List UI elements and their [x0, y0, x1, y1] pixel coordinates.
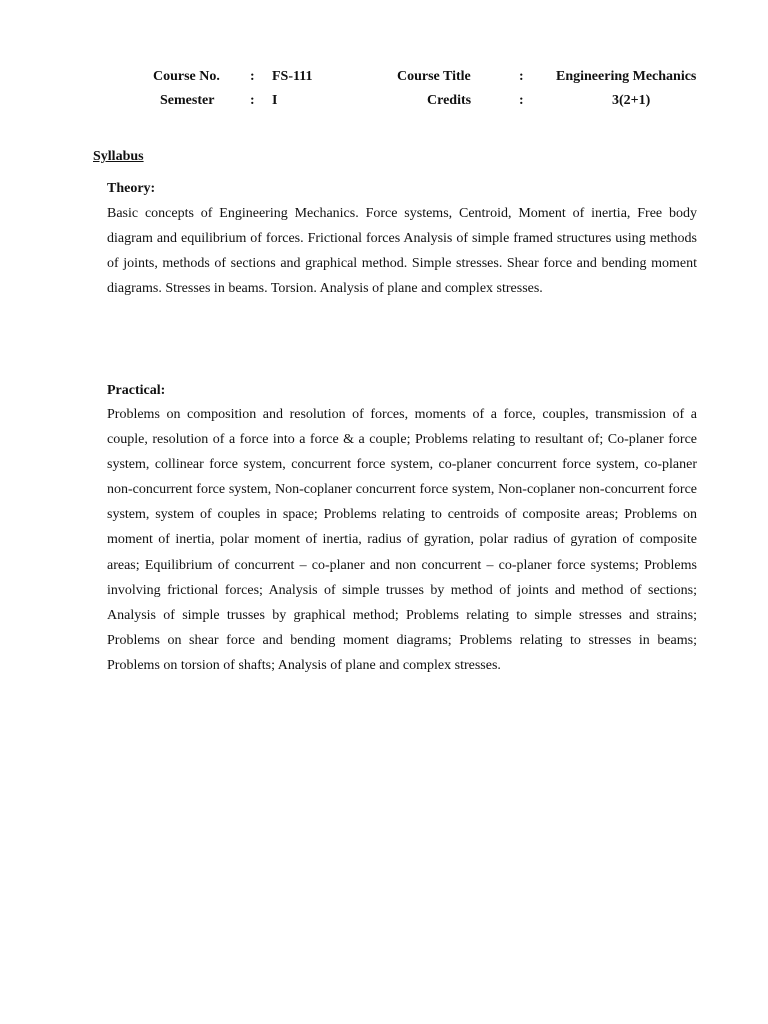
semester-value: I [272, 93, 278, 108]
syllabus-heading: Syllabus [93, 149, 144, 164]
theory-title: Theory: [107, 181, 156, 196]
course-title-colon: : [519, 69, 524, 84]
course-no-label: Course No. [153, 69, 220, 84]
practical-title: Practical: [107, 383, 166, 398]
theory-text: Basic concepts of Engineering Mechanics. Force systems, Centroid, Moment of inertia, Free body diagram and equilibrium of forces. Frictional forces Analysis of simple framed structures using methods of joints, methods of sections and graphical method. Simple stresses. Shear force and bending moment diagrams. Stresses in beams. Torsion. Analysis of plane and complex stresses. [107, 206, 697, 297]
semester-label: Semester [160, 93, 215, 108]
credits-label: Credits [427, 93, 472, 108]
credits-colon: : [519, 93, 524, 108]
course-no-value: FS-111 [272, 69, 313, 84]
course-title-value: Engineering Mechanics [556, 69, 697, 84]
course-title-label: Course Title [397, 69, 471, 84]
course-no-colon: : [250, 69, 255, 84]
practical-text: Problems on composition and resolution of forces, moments of a force, couples, transmission of a couple, resolution of a force into a force & a couple; Problems relating to resultant of; Co-planer force system, collinear force system, concurrent force system, co-planer concurrent force system, co-planer non-concurrent force system, Non-coplaner concurrent force system, Non-coplaner non-concurrent force system, system of couples in space; Problems relating to centroids of composite areas; Problems on moment of inertia, polar moment of inertia, radius of gyration, polar radius of gyration of composite areas; Equilibrium of concurrent – co-planer and non concurrent – co-planer force systems; Problems involving frictional forces; Analysis of simple trusses by method of joints and method of sections; Analysis of simple trusses by graphical method; Problems relating to simple stresses and strains; Problems on shear force and bending moment diagrams; Problems relating to stresses in beams; Problems on torsion of shafts; Analysis of plane and complex stresses. [107, 407, 697, 673]
credits-value: 3(2+1) [612, 93, 651, 108]
semester-colon: : [250, 93, 255, 108]
